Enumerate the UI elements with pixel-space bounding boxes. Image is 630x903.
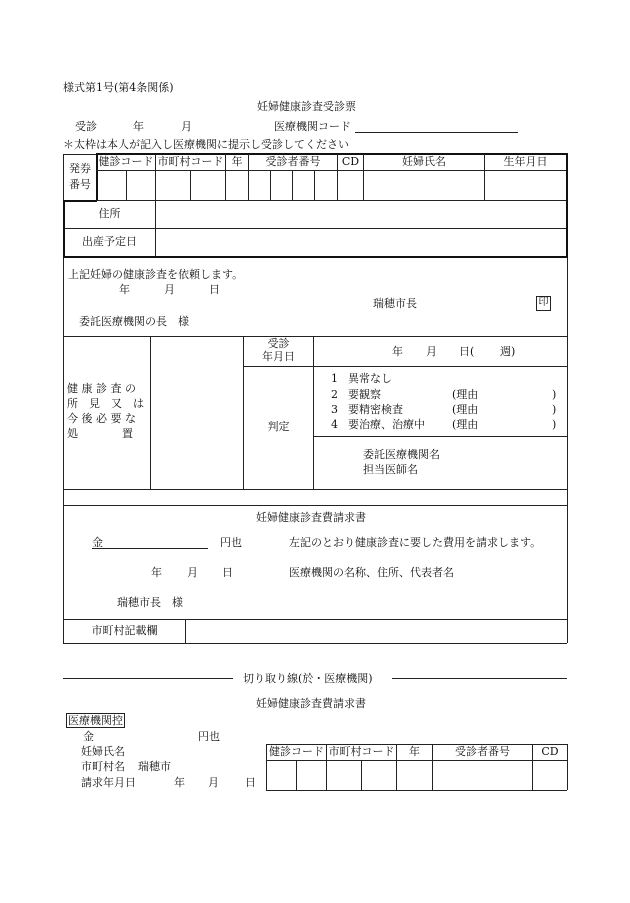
checkup-code-header: 健診コード [98, 154, 154, 168]
stub-municipal-code-header: 市町村コード [328, 744, 395, 758]
invoice-title: 妊婦健康診査費請求書 [256, 511, 366, 524]
option-reason-close: ) [552, 418, 557, 431]
due-date-field[interactable] [157, 229, 565, 255]
stub-examinee-number-header: 受診者番号 [455, 744, 510, 758]
address-field[interactable] [157, 202, 565, 227]
birthdate-header: 生年月日 [503, 154, 548, 168]
stub-table-bottom [266, 790, 567, 791]
findings-label-1: 健 康 診 査 の [67, 382, 136, 395]
municipal-code-header: 市町村コード [157, 154, 224, 168]
stub-cd-header: CD [541, 744, 559, 758]
cd-header: CD [341, 154, 360, 168]
thick-frame-bottom [63, 256, 568, 258]
stub-invoice-date-label: 請求年月日 [81, 776, 136, 789]
mayor-label: 瑞穂市長 [373, 297, 417, 310]
stub-month-label: 月 [208, 776, 219, 789]
municipal-note-field[interactable] [187, 620, 565, 643]
stub-title: 妊婦健康診査費請求書 [256, 697, 366, 710]
amount-field[interactable] [92, 548, 208, 549]
visit-date-month: 月 [426, 345, 437, 358]
municipal-code-field[interactable] [156, 171, 225, 200]
form-number: 様式第1号(第4条関係) [63, 81, 174, 94]
request-text: 上記妊婦の健康診査を依頼します。 [68, 268, 244, 281]
blank-row-bottom [63, 505, 567, 506]
visit-year-label: 年 [133, 120, 144, 133]
findings-label-3: 今 後 必 要 な [67, 412, 136, 425]
stub-amount-prefix: 金 [83, 730, 94, 743]
cut-line-left [63, 678, 233, 679]
institution-name-label: 委託医療機関名 [363, 448, 440, 461]
institution-code-label: 医療機関コード [274, 120, 351, 133]
option-label: 要観察 [348, 388, 381, 401]
judgement-label: 判定 [267, 419, 290, 433]
cut-line-label: 切り取り線(於・医療機関) [243, 672, 373, 685]
birthdate-field[interactable] [485, 171, 566, 200]
invoice-year-label: 年 [151, 566, 162, 579]
option-number: 2 [331, 388, 338, 401]
option-label: 異常なし [348, 372, 392, 385]
visit-label: 受診 [75, 120, 97, 133]
invoice-day-label: 日 [222, 566, 233, 579]
request-year-label: 年 [119, 283, 130, 296]
thick-frame-right [566, 153, 568, 257]
pregnant-name-field[interactable] [364, 171, 484, 200]
stub-municipal-code-field[interactable] [327, 761, 396, 790]
form-bottom-border [63, 643, 567, 644]
visit-date-day: 日( [459, 345, 475, 358]
commissioned-head-label: 委託医療機関の長 様 [79, 315, 189, 328]
option-number: 4 [331, 418, 338, 431]
option-number: 1 [331, 372, 338, 385]
address-label: 住所 [98, 207, 121, 221]
stub-pregnant-name-label: 妊婦氏名 [81, 745, 125, 758]
pregnant-name-header: 妊婦氏名 [402, 154, 446, 168]
notice-text: ＊太枠は本人が記入し医療機関に提示し受診してください [63, 138, 349, 151]
form-title: 妊婦健康診査受診票 [257, 100, 356, 113]
seal-mark: 印 [536, 296, 551, 311]
stub-year-label: 年 [174, 776, 185, 789]
amount-prefix: 金 [92, 536, 103, 549]
stub-cd-field[interactable] [533, 761, 567, 790]
institution-code-field[interactable] [355, 132, 518, 133]
cut-line-right [392, 678, 567, 679]
stub-col-divider [567, 744, 568, 790]
invoice-month-label: 月 [187, 566, 198, 579]
amount-suffix: 円也 [220, 536, 242, 549]
stub-municipality-value: 瑞穂市 [138, 760, 171, 773]
findings-col-divider [150, 336, 151, 489]
option-label: 要精密検査 [348, 403, 403, 416]
visit-date-week: 週) [500, 345, 516, 358]
option-reason-close: ) [552, 388, 557, 401]
issue-number-label-1: 発券 [69, 161, 91, 175]
visit-date-label-1: 受診 [267, 337, 290, 351]
request-month-label: 月 [164, 283, 175, 296]
findings-notes-field[interactable] [152, 338, 241, 487]
due-date-label: 出産予定日 [82, 234, 137, 248]
option-reason-label: (理由 [452, 403, 479, 416]
judgement-divider [313, 436, 567, 437]
year-header: 年 [231, 154, 243, 168]
examinee-number-header: 受診者番号 [265, 154, 321, 168]
year-field[interactable] [226, 171, 248, 200]
copy-label: 医療機関控 [68, 714, 123, 727]
stub-day-label: 日 [245, 776, 256, 789]
findings-section-bottom [63, 489, 567, 490]
stub-checkup-code-field[interactable] [267, 761, 326, 790]
stub-checkup-code-header: 健診コード [269, 744, 324, 758]
visit-date-year: 年 [392, 345, 403, 358]
issue-number-label-2: 番号 [69, 177, 91, 191]
option-reason-label: (理由 [452, 388, 479, 401]
option-reason-close: ) [552, 403, 557, 416]
examinee-number-field[interactable] [249, 171, 337, 200]
findings-label-4: 処 置 [67, 427, 133, 440]
option-reason-label: (理由 [452, 418, 479, 431]
findings-col-divider [313, 336, 314, 489]
stub-examinee-number-field[interactable] [433, 761, 532, 790]
cd-field[interactable] [338, 171, 363, 200]
request-day-label: 日 [209, 283, 220, 296]
institution-info-label: 医療機関の名称、住所、代表者名 [289, 566, 454, 579]
request-section-bottom [63, 336, 567, 337]
municipal-row-divider [185, 619, 186, 643]
findings-label-2: 所 見 又 は [67, 397, 144, 410]
invoice-statement: 左記のとおり健康診査に要した費用を請求します。 [289, 536, 542, 549]
checkup-code-field[interactable] [97, 171, 155, 200]
doctor-name-label: 担当医師名 [363, 463, 418, 476]
mayor-addressee: 瑞穂市長 様 [117, 596, 183, 609]
stub-year-header: 年 [409, 744, 420, 758]
municipal-note-label: 市町村記載欄 [91, 624, 158, 638]
stub-year-field[interactable] [397, 761, 432, 790]
visit-month-label: 月 [181, 120, 192, 133]
option-number: 3 [331, 403, 338, 416]
visit-date-label-2: 年月日 [262, 350, 295, 364]
option-label: 要治療、治療中 [348, 418, 425, 431]
visit-date-row-bottom [243, 366, 567, 367]
code-row-bottom [96, 200, 566, 201]
stub-municipality-label: 市町村名 [81, 760, 125, 773]
stub-amount-suffix: 円也 [198, 730, 220, 743]
